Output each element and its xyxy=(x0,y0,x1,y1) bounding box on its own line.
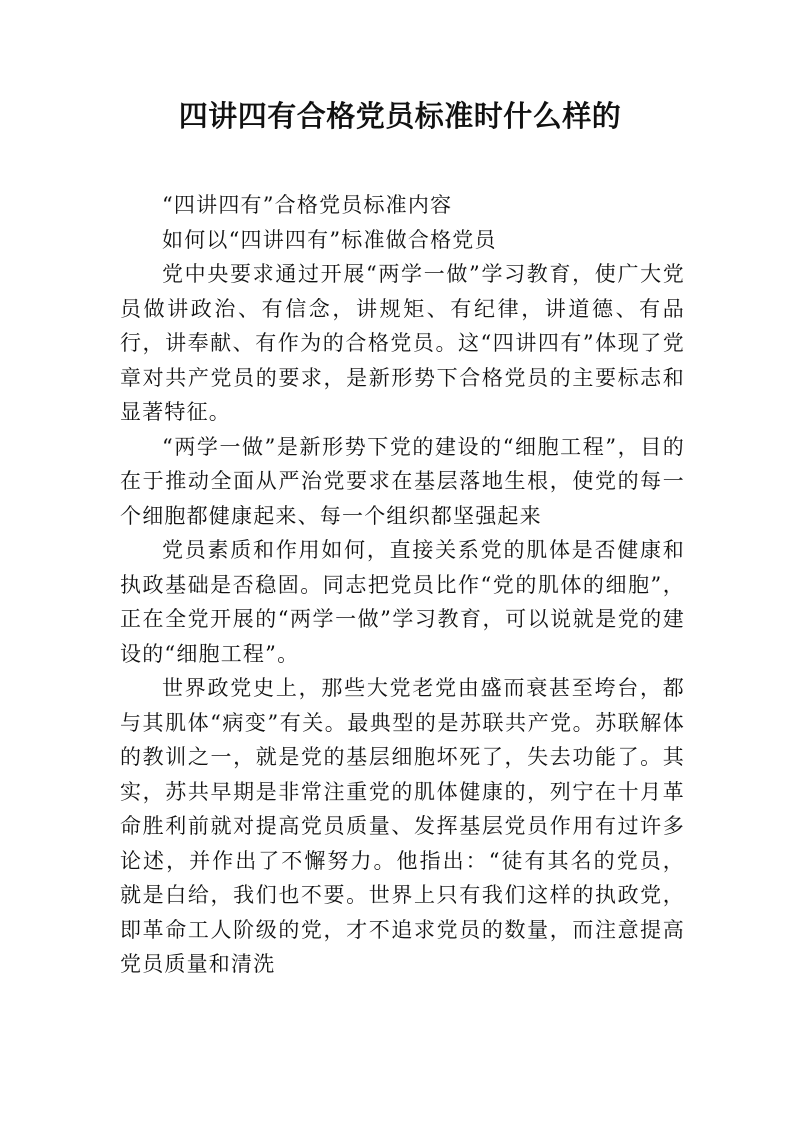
paragraph-6: 世界政党史上，那些大党老党由盛而衰甚至垮台，都与其肌体“病变”有关。最典型的是苏联共产党。苏联解体的教训之一，就是党的基层细胞坏死了，失去功能了。其实，苏共早期是非常注重党的肌体健康的，列宁在十月革命胜利前就对提高党员质量、发挥基层党员作用有过许多论述，并作出了不懈努力。他指出：“徒有其名的党员，就是白给，我们也不要。世界上只有我们这样的执政党，即革命工人阶级的党，才不追求党员的数量，而注意提高党员质量和清洗 xyxy=(120,676,685,976)
document-body xyxy=(120,188,685,982)
paragraph-2: 如何以“四讲四有”标准做合格党员 xyxy=(162,227,497,252)
document-title: 四讲四有合格党员标准时什么样的 xyxy=(178,99,622,133)
paragraph-3: 党中央要求通过开展“两学一做”学习教育，使广大党员做讲政治、有信念，讲规矩、有纪律，讲道德、有品行，讲奉献、有作为的合格党员。这“四讲四有”体现了党章对共产党员的要求，是新形势下合格党员的主要标志和显著特征。 xyxy=(120,262,685,424)
paragraph-1: “四讲四有”合格党员标准内容 xyxy=(162,193,453,217)
paragraph-5: 党员素质和作用如何，直接关系党的肌体是否健康和执政基础是否稳固。同志把党员比作“党的肌体的细胞”，正在全党开展的“两学一做”学习教育，可以说就是党的建设的“细胞工程”。 xyxy=(120,538,685,666)
paragraph-4: “两学一做”是新形势下党的建设的“细胞工程”，目的在于推动全面从严治党要求在基层落地生根，使党的每一个细胞都健康起来、每一个组织都坚强起来 xyxy=(120,434,685,528)
